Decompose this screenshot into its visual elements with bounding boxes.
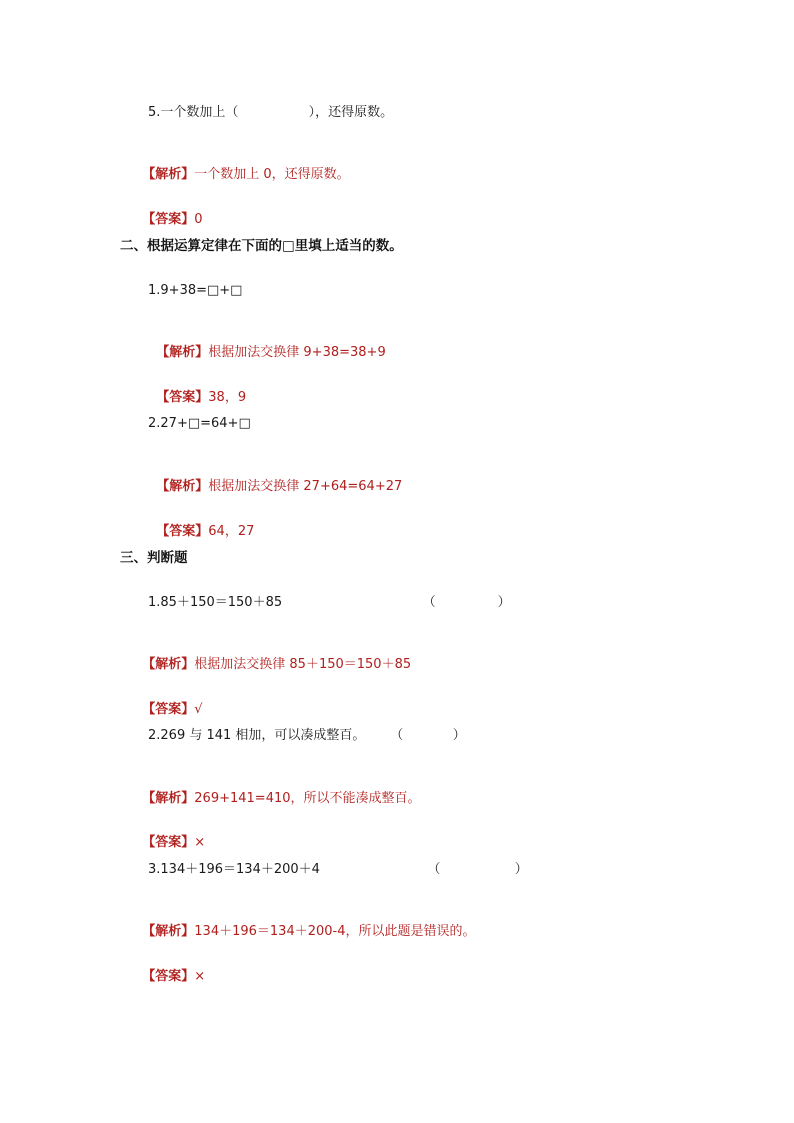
analysis-text: 根据加法交换律 85＋150＝150＋85 [194,657,412,672]
analysis-tag: 【解析】 [142,167,195,182]
section-2-heading: 二、根据运算定律在下面的□里填上适当的数。 [120,238,403,254]
answer-row [134,816,205,852]
answer-row [134,193,203,229]
analysis-row [134,638,411,674]
answer-tag: 【答案】 [142,969,195,984]
analysis-tag: 【解析】 [156,479,209,494]
analysis-row [134,148,350,184]
answer-row [134,950,205,986]
answer-tag: 【答案】 [156,390,209,405]
section-3-heading: 三、判断题 [120,550,188,566]
question-3-3-text: 3.134＋196＝134＋200＋4 （ ） [148,862,528,877]
answer-tag: 【答案】 [142,702,195,717]
analysis-tag: 【解析】 [142,657,195,672]
question-3-1-text: 1.85＋150＝150＋85 （ ） [148,595,511,610]
analysis-text: 269+141=410，所以不能凑成整百。 [194,791,421,806]
question-3-2-text: 2.269 与 141 相加，可以凑成整百。 （ ） [148,728,466,743]
answer-tag: 【答案】 [142,835,195,850]
question-2-1-text: 1.9+38=□+□ [148,283,243,298]
answer-text: 0 [194,212,203,227]
answer-text: 64，27 [208,524,255,539]
answer-tag: 【答案】 [156,524,209,539]
analysis-text: 一个数加上 0，还得原数。 [194,167,350,182]
answer-tag: 【答案】 [142,212,195,227]
analysis-row [134,905,476,941]
analysis-tag: 【解析】 [156,345,209,360]
analysis-text: 134＋196＝134＋200-4，所以此题是错误的。 [194,924,476,939]
answer-row [148,505,254,541]
answer-text: × [194,835,206,850]
analysis-row [134,772,421,808]
analysis-text: 根据加法交换律 27+64=64+27 [208,479,403,494]
answer-row [134,683,203,719]
analysis-row [148,460,402,496]
answer-row [148,371,246,407]
analysis-row [148,326,386,362]
answer-text: √ [194,702,203,717]
question-2-2-text: 2.27+□=64+□ [148,416,251,431]
answer-text: 38，9 [208,390,247,405]
analysis-text: 根据加法交换律 9+38=38+9 [208,345,386,360]
analysis-tag: 【解析】 [142,924,195,939]
analysis-tag: 【解析】 [142,791,195,806]
answer-text: × [194,969,206,984]
question-5-text: 5.一个数加上（ ），还得原数。 [148,105,394,120]
